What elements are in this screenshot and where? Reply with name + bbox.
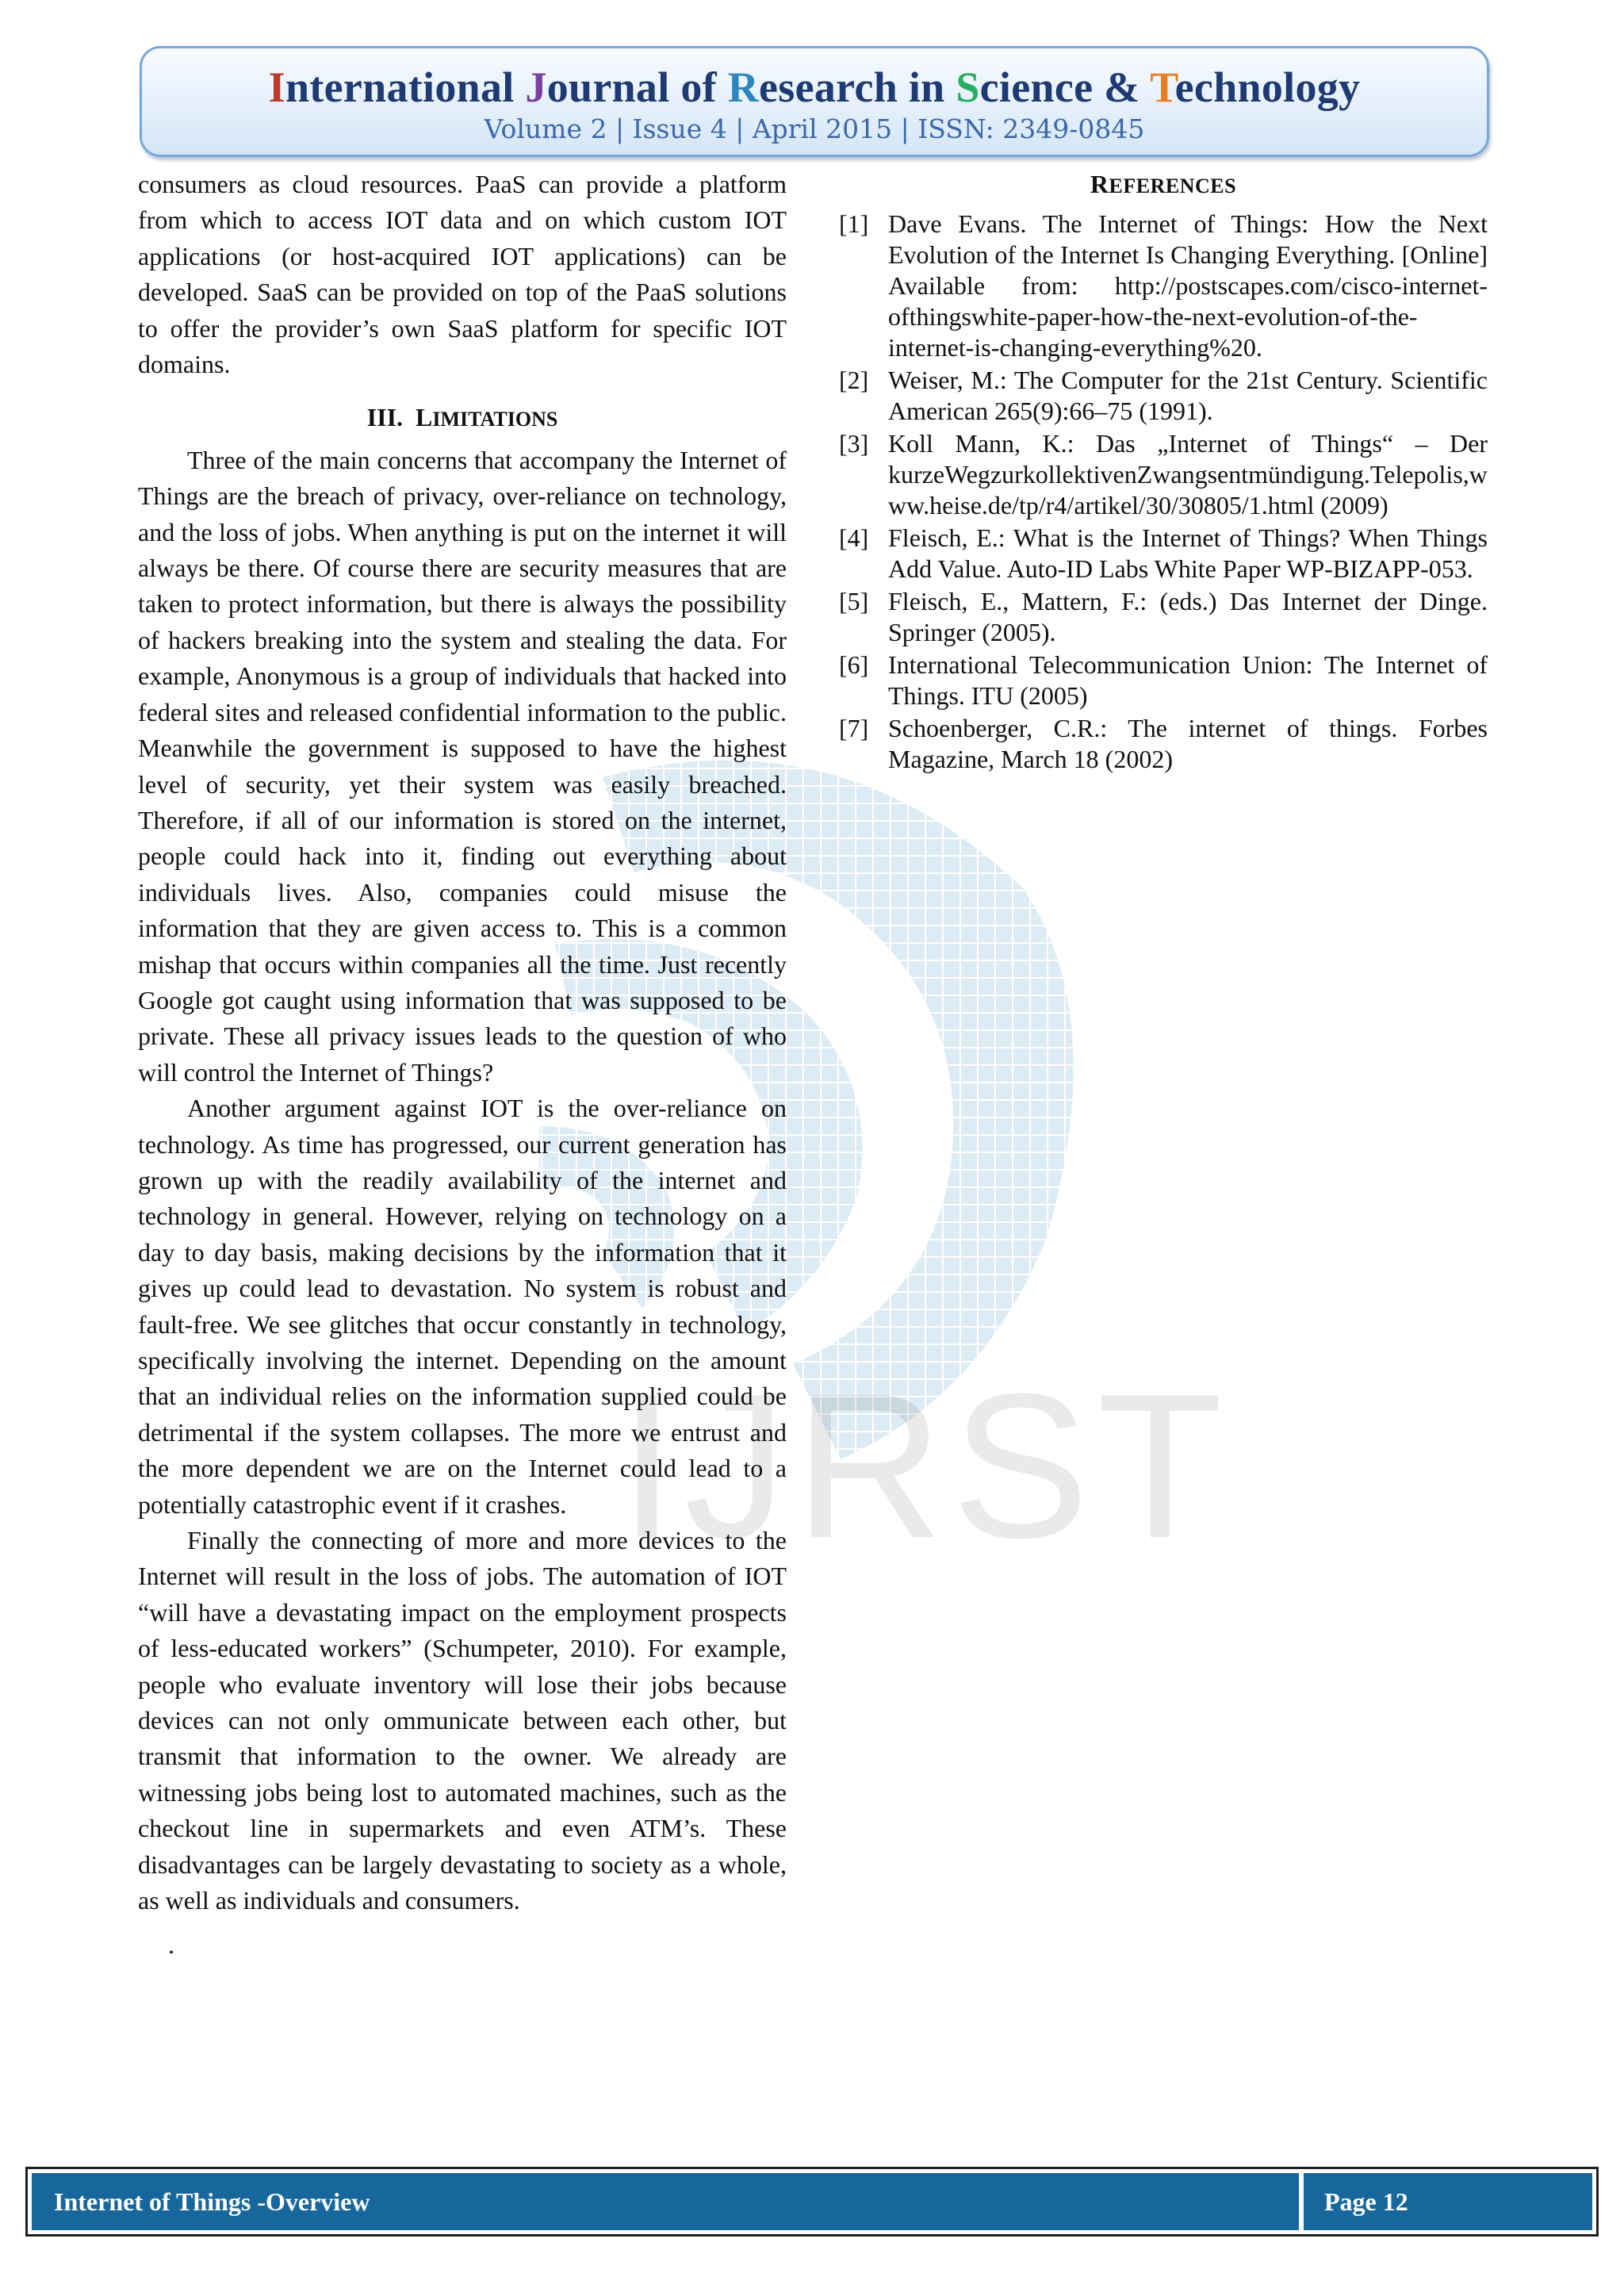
section-heading-limitations: [138, 382, 787, 442]
title-part: T: [1150, 63, 1175, 111]
references-heading-first: R: [1090, 170, 1109, 198]
references-heading-rest: EFERENCES: [1109, 174, 1237, 197]
reference-text: International Telecommunication Union: The Internet of Things. ITU (2005): [888, 650, 1488, 710]
paragraph-intro: consumers as cloud resources. PaaS can provide a platform from which to access IOT data and on which custom IOT applications (or host-acquired IOT applications) can be developed. SaaS can be provided on top of the PaaS solutions to offer the provider’s own SaaS platform for specific IOT domains.: [138, 170, 787, 379]
title-part: R: [727, 63, 760, 111]
reference-number: [5]: [839, 587, 869, 615]
title-part: ournal of: [546, 63, 728, 111]
reference-item: [839, 586, 1488, 648]
reference-number: [7]: [839, 714, 869, 742]
reference-text: Fleisch, E.: What is the Internet of Things? When Things Add Value. Auto-ID Labs White Paper WP-BIZAPP-053.: [888, 523, 1488, 583]
reference-item: [839, 365, 1488, 427]
journal-title: [142, 63, 1487, 112]
reference-number: [1]: [839, 209, 869, 238]
reference-text: Weiser, M.: The Computer for the 21st Century. Scientific American 265(9):66–75 (1991).: [888, 366, 1488, 425]
section-number: III.: [366, 403, 404, 432]
paragraph-privacy: Three of the main concerns that accompany the Internet of Things are the breach of privacy, over-reliance on technology, and the loss of jobs. When anything is put on the internet it will always be there. Of course there are security measures that are taken to protect information, but there is always the possibility of hackers breaking into the system and stealing the data. For example, Anonymous is a group of individuals that hacked into federal sites and released confidential information to the public. Meanwhile the government is supposed to have the highest level of security, yet their system was easily breached. Therefore, if all of our information is stored on the internet, people could hack into it, finding out everything about individuals lives. Also, companies could misuse the information that they are given access to. This is a common mishap that occurs within companies all the time. Just recently Google got caught using information that was supposed to be private. These all privacy issues leads to the question of who will control the Internet of Things?: [138, 445, 787, 1087]
title-part: cience &: [979, 63, 1151, 111]
reference-item: [839, 713, 1488, 775]
reference-item: [839, 209, 1488, 363]
footer-page-number: Page 12: [1304, 2173, 1592, 2230]
footer-paper-title: Internet of Things -Overview: [32, 2173, 1299, 2230]
reference-number: [4]: [839, 523, 869, 552]
title-part: echnology: [1174, 63, 1361, 111]
reference-item: [839, 523, 1488, 585]
volume-issue-line: Volume 2 | Issue 4 | April 2015 | ISSN: 2349-0845: [484, 113, 1145, 144]
trailing-dot: .: [168, 1930, 174, 1959]
reference-item: [839, 650, 1488, 711]
paragraph-over-reliance: Another argument against IOT is the over-reliance on technology. As time has progressed, our current generation has grown up with the readily availability of the internet and technology in general. However, relying on technology on a day to day basis, making decisions by the information that it gives up could lead to devastation. No system is robust and fault-free. We see glitches that occur constantly in technology, specifically involving the internet. Depending on the amount that an individual relies on the information supplied could be detrimental if the system collapses. The more we entrust and the more dependent we are on the Internet could lead to a potentially catastrophic event if it crashes.: [138, 1094, 787, 1519]
reference-item: [839, 428, 1488, 521]
title-part: esearch in: [759, 63, 956, 111]
title-part: I: [268, 63, 285, 111]
reference-text: Schoenberger, C.R.: The internet of things. Forbes Magazine, March 18 (2002): [888, 714, 1488, 773]
section-title-first-letter: L: [416, 403, 433, 432]
reference-text: Koll Mann, K.: Das „Internet of Things“ – Der kurzeWegzurkollektivenZwangsentmündigung.Telepolis,www.heise.de/tp/r4/artikel/30/30805/1.html (2009): [888, 429, 1488, 519]
references-heading: [839, 167, 1488, 204]
reference-text: Fleisch, E., Mattern, F.: (eds.) Das Internet der Dinge. Springer (2005).: [888, 587, 1488, 646]
reference-text: Dave Evans. The Internet of Things: How the Next Evolution of the Internet Is Changing Everything. [Online] Available from: http://postscapes.com/cisco-internet-ofthingswhite-paper-how-the-next-evolution-of-the-internet-is-changing-everything%20.: [888, 209, 1488, 362]
right-column: [839, 167, 1488, 776]
footer-bar: [32, 2173, 1592, 2230]
left-column: [138, 167, 787, 1960]
section-title-rest: IMITATIONS: [432, 408, 558, 431]
reference-number: [3]: [839, 429, 869, 458]
watermark-text: IJRST: [619, 1351, 1231, 1581]
reference-number: [2]: [839, 366, 869, 394]
journal-header: [140, 46, 1489, 157]
reference-number: [6]: [839, 650, 869, 679]
page-footer: [25, 2167, 1599, 2237]
title-part: nternational: [285, 63, 526, 111]
reference-list: [839, 209, 1488, 775]
title-part: J: [525, 63, 547, 111]
title-part: S: [956, 63, 980, 111]
paragraph-loss-of-jobs: Finally the connecting of more and more devices to the Internet will result in the loss of jobs. The automation of IOT “will have a devastating impact on the employment prospects of less-educated workers” (Schumpeter, 2010). For example, people who evaluate inventory will lose their jobs because devices can not only ommunicate between each other, but transmit that information to the owner. We already are witnessing jobs being lost to automated machines, such as the checkout line in supermarkets and even ATM’s. These disadvantages can be largely devastating to society as a whole, as well as individuals and consumers.: [138, 1526, 787, 1915]
